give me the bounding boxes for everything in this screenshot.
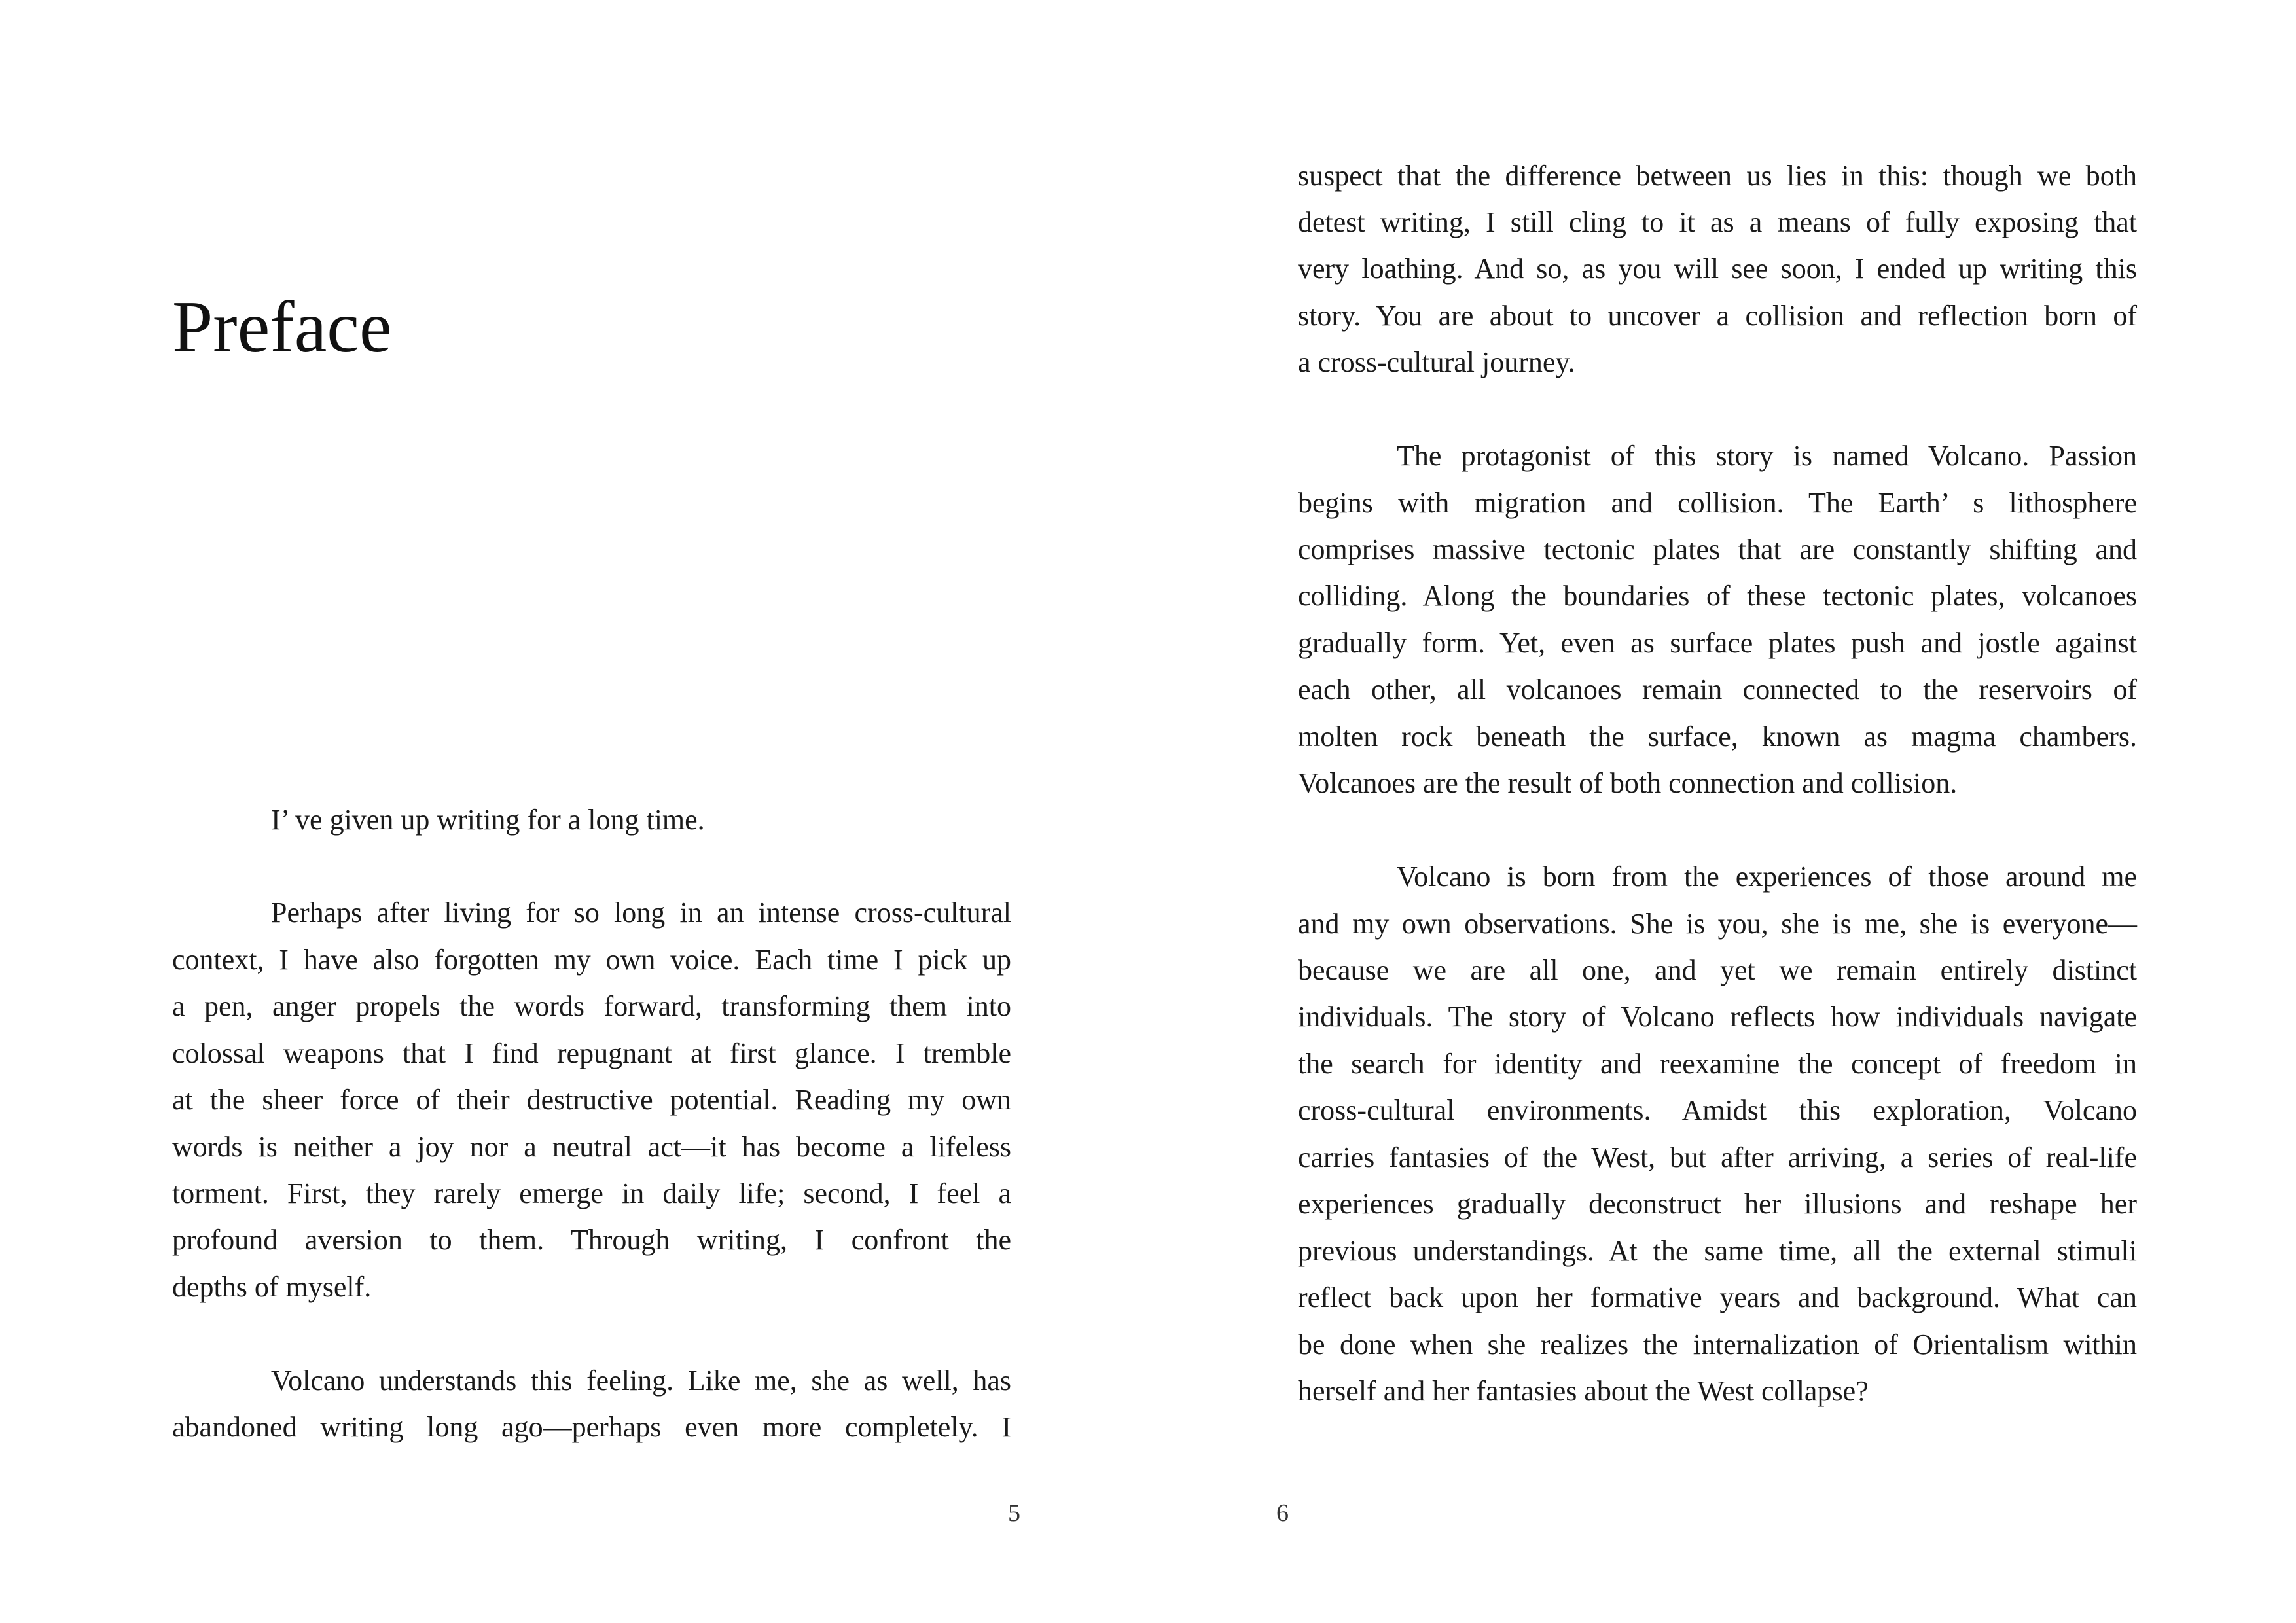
text-line: the search for identity and reexamine the concept of freedom in (1298, 1047, 2137, 1080)
text-line: because we are all one, and yet we remain entirely distinct (1298, 954, 2137, 986)
text-line: abandoned writing long ago—perhaps even more completely. I (172, 1411, 1011, 1444)
text-line: colossal weapons that I find repugnant at first glance. I tremble (172, 1037, 1011, 1069)
text-line: comprises massive tectonic plates that are constantly shifting and (1298, 533, 2137, 566)
text-line: The protagonist of this story is named Volcano. Passion (1397, 440, 2137, 473)
right-page (1148, 0, 2296, 1623)
text-line: reflect back upon her formative years and background. What can (1298, 1281, 2137, 1314)
text-line: experiences gradually deconstruct her illusions and reshape her (1298, 1188, 2137, 1221)
text-line: be done when she realizes the internalization of Orientalism within (1298, 1328, 2137, 1361)
text-line: detest writing, I still cling to it as a means of fully exposing that (1298, 205, 2137, 238)
text-line: a cross-cultural journey. (1298, 346, 1575, 379)
text-line: very loathing. And so, as you will see soon, I ended up writing this (1298, 253, 2137, 285)
page-title: Preface (172, 287, 392, 368)
page-number-right: 6 (1276, 1499, 1289, 1527)
text-line: carries fantasies of the West, but after arriving, a series of real-life (1298, 1141, 2137, 1173)
text-line: cross-cultural environments. Amidst this exploration, Volcano (1298, 1094, 2137, 1127)
text-line: Volcano understands this feeling. Like me, she as well, has (271, 1364, 1011, 1397)
text-line: previous understandings. At the same time, all the external stimuli (1298, 1234, 2137, 1267)
text-line: profound aversion to them. Through writing, I confront the (172, 1224, 1011, 1257)
text-line: herself and her fantasies about the West collapse? (1298, 1374, 1869, 1407)
text-line: colliding. Along the boundaries of these tectonic plates, volcanoes (1298, 580, 2137, 613)
text-line: depths of myself. (172, 1270, 372, 1303)
text-line: a pen, anger propels the words forward, transforming them into (172, 990, 1011, 1023)
text-line: individuals. The story of Volcano reflects how individuals navigate (1298, 1001, 2137, 1033)
text-line: suspect that the difference between us lies in this: though we both (1298, 159, 2137, 192)
text-line: gradually form. Yet, even as surface plates push and jostle against (1298, 626, 2137, 659)
text-line: molten rock beneath the surface, known as magma chambers. (1298, 720, 2137, 753)
text-line: story. You are about to uncover a collision and reflection born of (1298, 299, 2137, 332)
text-line: I’ ve given up writing for a long time. (271, 803, 705, 836)
text-line: words is neither a joy nor a neutral act—it has become a lifeless (172, 1130, 1011, 1163)
text-line: and my own observations. She is you, she is me, she is everyone— (1298, 907, 2137, 940)
text-line: begins with migration and collision. The Earth’ s lithosphere (1298, 486, 2137, 519)
text-line: context, I have also forgotten my own voice. Each time I pick up (172, 943, 1011, 976)
text-line: each other, all volcanoes remain connected to the reservoirs of (1298, 673, 2137, 706)
text-line: Volcanoes are the result of both connection and collision. (1298, 767, 1958, 800)
text-line: Volcano is born from the experiences of those around me (1397, 861, 2137, 893)
text-line: at the sheer force of their destructive potential. Reading my own (172, 1084, 1011, 1116)
page-number-left: 5 (1008, 1499, 1020, 1527)
text-line: torment. First, they rarely emerge in daily life; second, I feel a (172, 1177, 1011, 1210)
text-line: Perhaps after living for so long in an intense cross-cultural (271, 897, 1011, 929)
